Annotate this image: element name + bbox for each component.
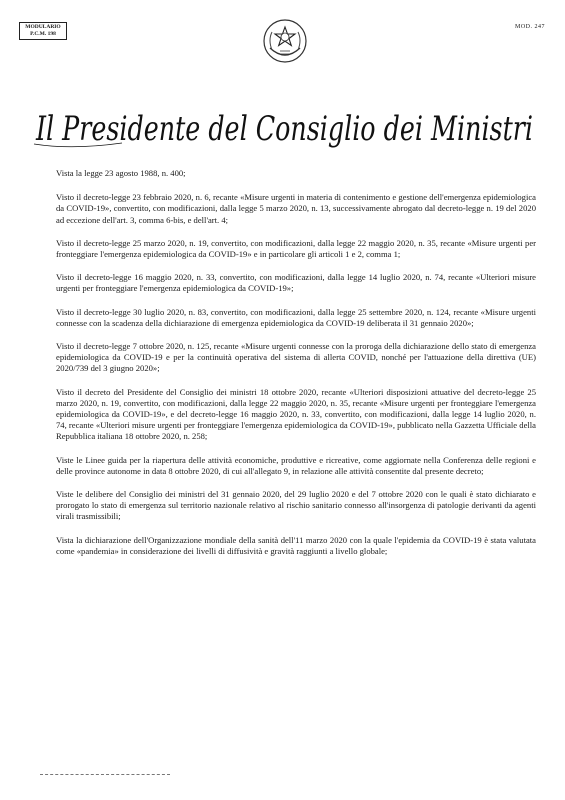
recital-paragraph: Visto il decreto-legge 25 marzo 2020, n. 19, convertito, con modificazioni, dalla legge 22 maggio 2020, n. 35, recante «Misure urgenti per fronteggiare l'emergenza epidemiologica da COVID-19» e in particolare gli articoli 1 e 2, comma 1; [56, 237, 536, 260]
stamp-line-2: P.C.M. 198 [30, 31, 56, 37]
stamp-line-1: MODULARIO [25, 24, 61, 30]
recital-paragraph: Visto il decreto del Presidente del Consiglio dei ministri 18 ottobre 2020, recante «Ulteriori disposizioni attuative del decreto-legge 25 marzo 2020, n. 19, convertito, con modificazioni, dalla legge 22 maggio 2020, n. 35, recante «Misure urgenti per fronteggiare l'emergenza epidemiologica da COVID-19», e del decreto-legge 16 maggio 2020, n. 33, convertito, con modificazioni, dalla legge 14 luglio 2020, n. 74, recante «Ulteriori misure urgenti per fronteggiare l'emergenza epidemiologica da COVID-19», pubblicato nella Gazzetta Ufficiale della Repubblica italiana 18 ottobre 2020, n. 258; [56, 386, 536, 442]
recital-paragraph: Viste le Linee guida per la riapertura delle attività economiche, produttive e ricreative, come aggiornate nella Conferenza delle regioni e delle province autonome in data 8 ottobre 2020, di cui all'allegato 9, in relazione alle attività consentite dal presente decreto; [56, 454, 536, 476]
footer-divider [40, 774, 170, 775]
heading-text: Il Presidente del Consiglio dei Ministri [35, 109, 534, 149]
page-heading [32, 100, 537, 160]
document-body [56, 168, 536, 569]
recital-paragraph: Visto il decreto-legge 23 febbraio 2020, n. 6, recante «Misure urgenti in materia di contenimento e gestione dell'emergenza epidemiologica da COVID-19», convertito, con modificazioni, dalla legge 5 marzo 2020, n. 13, successivamente abrogato dal decreto-legge n. 19 del 2020 ad eccezione dell'art. 3, comma 6-bis, e dell'art. 4; [56, 192, 536, 225]
reference-code: MOD. 247 [514, 24, 545, 30]
recital-paragraph: Visto il decreto-legge 16 maggio 2020, n. 33, convertito, con modificazioni, dalla legge 14 luglio 2020, n. 74, recante «Ulteriori misure urgenti per fronteggiare l'emergenza epidemiologica da COVID-19»; [56, 272, 536, 294]
recital-paragraph: Visto il decreto-legge 7 ottobre 2020, n. 125, recante «Misure urgenti connesse con la proroga della dichiarazione dello stato di emergenza epidemiologica da COVID-19 e per la continuità operativa del sistema di allerta COVID, nonché per l'attuazione della direttiva (UE) 2020/739 del 3 giugno 2020»; [56, 341, 536, 374]
recital-paragraph: Visto il decreto-legge 30 luglio 2020, n. 83, convertito, con modificazioni, dalla legge 25 settembre 2020, n. 124, recante «Misure urgenti connesse con la scadenza della dichiarazione di emergenza epidemiologica da COVID-19 deliberata il 31 gennaio 2020»; [56, 306, 536, 328]
recital-paragraph: Vista la dichiarazione dell'Organizzazione mondiale della sanità dell'11 marzo 2020 con la quale l'epidemia da COVID-19 è stata valutata come «pandemia» in considerazione dei livelli di diffusività e gravità raggiunti a livello globale; [56, 534, 536, 556]
document-stamp [19, 22, 67, 40]
emblem-icon [262, 18, 308, 64]
recital-paragraph: Viste le delibere del Consiglio dei ministri del 31 gennaio 2020, del 29 luglio 2020 e del 7 ottobre 2020 con le quali è stato dichiarato e prorogato lo stato di emergenza sul territorio nazionale relativo al rischio sanitario connesso all'insorgenza di patologie derivanti da agenti virali trasmissibili; [56, 489, 536, 522]
margin-mark [7, 572, 15, 682]
recital-paragraph: Vista la legge 23 agosto 1988, n. 400; [56, 168, 186, 178]
